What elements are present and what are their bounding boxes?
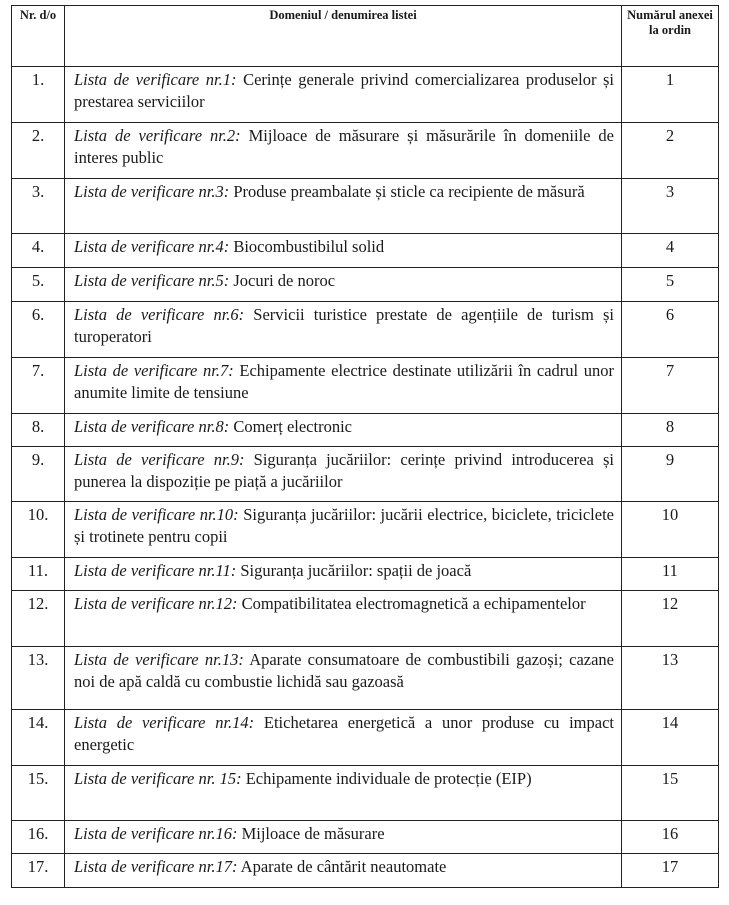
checklist-title: Biocombustibilul solid [229,237,385,256]
table-header-row [12,6,719,67]
row-domain [65,647,622,710]
row-number: 6. [12,302,65,358]
row-number: 4. [12,234,65,268]
table-row [12,234,719,268]
checklist-title: Echipamente individuale de protecție (EIP) [241,769,532,788]
row-domain [65,123,622,179]
row-domain [65,447,622,502]
checklist-label: Lista de verificare nr.3: [74,182,230,201]
row-domain [65,358,622,414]
table-row [12,179,719,234]
checklist-title: Mijloace de măsurare și măsurările în domeniile de interes public [74,126,615,167]
row-number: 5. [12,268,65,302]
row-annex-number: 13 [622,647,719,710]
row-domain [65,854,622,888]
checklist-title: Mijloace de măsurare [237,824,385,843]
row-annex-number: 11 [622,558,719,591]
table-row [12,414,719,447]
row-annex-number: 4 [622,234,719,268]
checklist-title: Aparate consumatoare de combustibili gazoși; cazane noi de apă caldă cu combustie lichidă sau gazoasă [74,650,614,691]
row-annex-number: 14 [622,710,719,766]
row-annex-number: 1 [622,67,719,123]
table-row [12,358,719,414]
checklist-title: Produse preambalate și sticle ca recipiente de măsură [229,182,585,201]
row-domain [65,502,622,558]
header-domain: Domeniul / denumirea listei [65,6,622,67]
row-domain [65,766,622,821]
table-row [12,558,719,591]
checklist-title: Siguranța jucăriilor: spații de joacă [236,561,472,580]
table-row [12,67,719,123]
row-annex-number: 2 [622,123,719,179]
table-row [12,821,719,854]
checklist-label: Lista de verificare nr.4: [74,237,230,256]
row-domain [65,268,622,302]
table-row [12,268,719,302]
row-annex-number: 17 [622,854,719,888]
checklist-label: Lista de verificare nr.17: [74,857,238,876]
row-annex-number: 15 [622,766,719,821]
row-domain [65,179,622,234]
row-annex-number: 7 [622,358,719,414]
row-annex-number: 3 [622,179,719,234]
row-domain [65,302,622,358]
checklist-title: Aparate de cântărit neautomate [237,857,447,876]
table-row [12,447,719,502]
table-row [12,854,719,888]
checklist-label: Lista de verificare nr.16: [74,824,238,843]
checklist-title: Siguranța jucăriilor: jucării electrice, biciclete, triciclete și trotinete pentru copii [74,505,614,546]
checklist-title: Servicii turistice prestate de agențiile de turism și turoperatori [74,305,615,346]
row-number: 17. [12,854,65,888]
table-row [12,502,719,558]
table-row [12,123,719,179]
row-domain [65,234,622,268]
checklist-title: Siguranța jucăriilor: cerințe privind introducerea și punerea la dispoziție pe piață a jucăriilor [74,450,614,491]
checklist-title: Cerințe generale privind comercializarea produselor și prestarea serviciilor [74,70,615,111]
row-number: 2. [12,123,65,179]
row-number: 8. [12,414,65,447]
checklist-label: Lista de verificare nr.10: [74,505,239,524]
row-domain [65,414,622,447]
row-domain [65,821,622,854]
row-number: 7. [12,358,65,414]
header-nr: Nr. d/o [12,6,65,67]
table-row [12,591,719,647]
checklist-label: Lista de verificare nr.2: [74,126,241,145]
row-domain [65,710,622,766]
checklist-label: Lista de verificare nr.9: [74,450,245,469]
table-row [12,766,719,821]
row-annex-number: 9 [622,447,719,502]
table-row [12,710,719,766]
checklist-label: Lista de verificare nr.13: [74,650,244,669]
checklist-title: Echipamente electrice destinate utilizării în cadrul unor anumite limite de tensiune [74,361,615,402]
checklist-title: Jocuri de noroc [229,271,336,290]
row-number: 15. [12,766,65,821]
table-row [12,647,719,710]
row-annex-number: 6 [622,302,719,358]
row-number: 3. [12,179,65,234]
row-domain [65,591,622,647]
checklist-title: Etichetarea energetică a unor produse cu impact energetic [74,713,614,754]
checklist-label: Lista de verificare nr.8: [74,417,230,436]
row-annex-number: 10 [622,502,719,558]
row-number: 13. [12,647,65,710]
row-number: 14. [12,710,65,766]
row-annex-number: 12 [622,591,719,647]
row-annex-number: 8 [622,414,719,447]
row-annex-number: 5 [622,268,719,302]
row-number: 11. [12,558,65,591]
row-number: 16. [12,821,65,854]
checklist-label: Lista de verificare nr. 15: [74,769,242,788]
header-annex: Numărul anexei la ordin [622,6,719,67]
checklist-label: Lista de verificare nr.5: [74,271,230,290]
checklist-title: Comerț electronic [229,417,352,436]
row-annex-number: 16 [622,821,719,854]
checklist-label: Lista de verificare nr.6: [74,305,245,324]
table-row [12,302,719,358]
checklist-title: Compatibilitatea electromagnetică a echipamentelor [237,594,586,613]
row-domain [65,67,622,123]
checklist-label: Lista de verificare nr.14: [74,713,255,732]
checklist-table [11,5,719,888]
row-number: 9. [12,447,65,502]
checklist-label: Lista de verificare nr.1: [74,70,237,89]
row-number: 10. [12,502,65,558]
checklist-label: Lista de verificare nr.7: [74,361,234,380]
checklist-label: Lista de verificare nr.11: [74,561,237,580]
row-number: 1. [12,67,65,123]
row-number: 12. [12,591,65,647]
checklist-label: Lista de verificare nr.12: [74,594,238,613]
row-domain [65,558,622,591]
